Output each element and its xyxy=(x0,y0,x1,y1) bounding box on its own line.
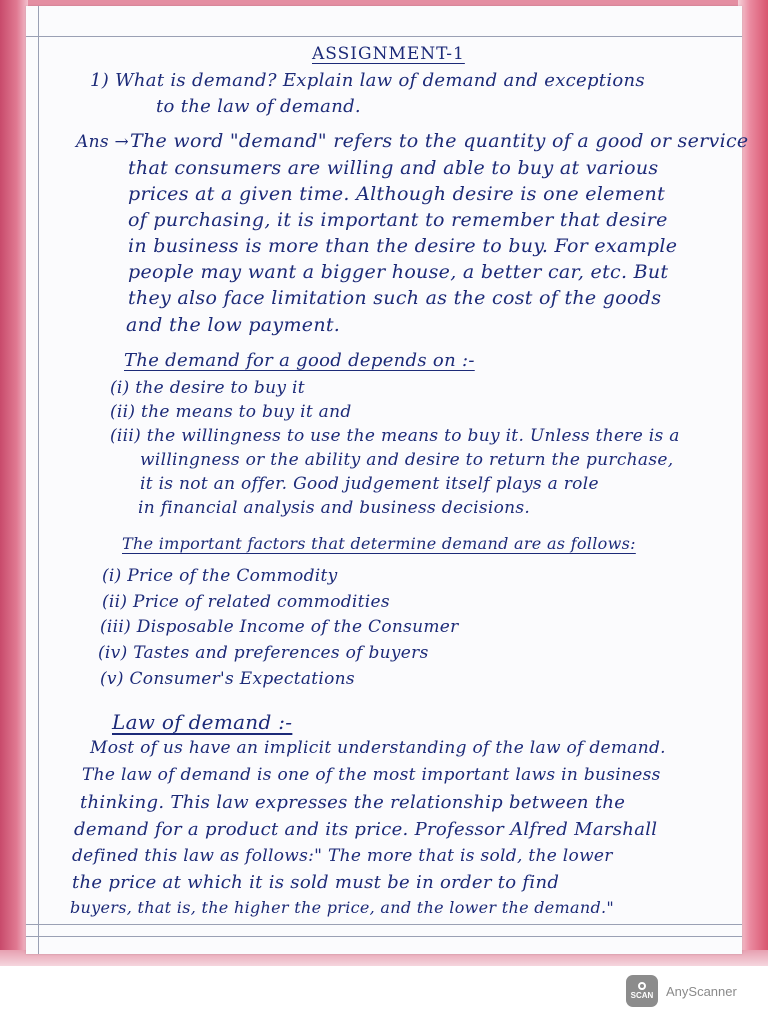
assignment-title: ASSIGNMENT-1 xyxy=(312,44,465,64)
depends-item: (i) the desire to buy it xyxy=(110,378,305,398)
factor-item: (v) Consumer's Expectations xyxy=(100,669,355,689)
law-line: buyers, that is, the higher the price, and the lower the demand." xyxy=(70,898,615,917)
factor-item: (ii) Price of related commodities xyxy=(102,592,390,612)
depends-heading: The demand for a good depends on :- xyxy=(124,350,475,371)
answer-line: and the low payment. xyxy=(126,314,341,336)
answer-marker: Ans → xyxy=(76,132,130,152)
answer-line: they also face limitation such as the cost of the goods xyxy=(128,287,662,309)
top-margin-line xyxy=(26,36,742,37)
answer-line: prices at a given time. Although desire is one element xyxy=(128,183,666,205)
law-line: thinking. This law expresses the relationship between the xyxy=(80,792,626,813)
depends-item: (ii) the means to buy it and xyxy=(110,402,352,422)
factor-item: (iii) Disposable Income of the Consumer xyxy=(100,617,459,637)
question-line-2: to the law of demand. xyxy=(156,96,361,117)
depends-item: (iii) the willingness to use the means to buy it. Unless there is a xyxy=(110,426,680,446)
factors-heading: The important factors that determine demand are as follows: xyxy=(122,534,636,553)
margin-line-left xyxy=(38,6,39,954)
bottom-margin-line xyxy=(26,924,742,925)
law-line: Most of us have an implicit understanding of the law of demand. xyxy=(90,738,666,758)
depends-item: in financial analysis and business decisions. xyxy=(138,498,531,518)
anyscanner-watermark xyxy=(626,975,737,1007)
answer-line: The word "demand" refers to the quantity of a good or service xyxy=(130,130,749,152)
scanner-app-name: AnyScanner xyxy=(666,983,737,999)
law-line: The law of demand is one of the most important laws in business xyxy=(82,765,661,785)
depends-item: it is not an offer. Good judgement itself plays a role xyxy=(140,474,599,494)
factor-item: (i) Price of the Commodity xyxy=(102,566,338,586)
law-line: the price at which it is sold must be in order to find xyxy=(72,872,560,893)
scanner-logo-icon xyxy=(626,975,658,1007)
answer-line: of purchasing, it is important to remember that desire xyxy=(128,209,668,231)
factor-item: (iv) Tastes and preferences of buyers xyxy=(98,643,429,663)
law-heading: Law of demand :- xyxy=(112,710,293,734)
law-line: demand for a product and its price. Professor Alfred Marshall xyxy=(74,819,658,840)
answer-line: in business is more than the desire to buy. For example xyxy=(128,235,678,257)
question-line-1: 1) What is demand? Explain law of demand and exceptions xyxy=(90,70,645,91)
answer-line: that consumers are willing and able to buy at various xyxy=(128,157,659,179)
depends-item: willingness or the ability and desire to return the purchase, xyxy=(140,450,674,470)
page-edge-left xyxy=(0,0,28,965)
law-line: defined this law as follows:" The more that is sold, the lower xyxy=(72,846,613,866)
answer-line: people may want a bigger house, a better car, etc. But xyxy=(128,261,669,283)
scanner-logo-text: SCAN xyxy=(630,991,654,1000)
bottom-margin-line-2 xyxy=(26,936,742,937)
